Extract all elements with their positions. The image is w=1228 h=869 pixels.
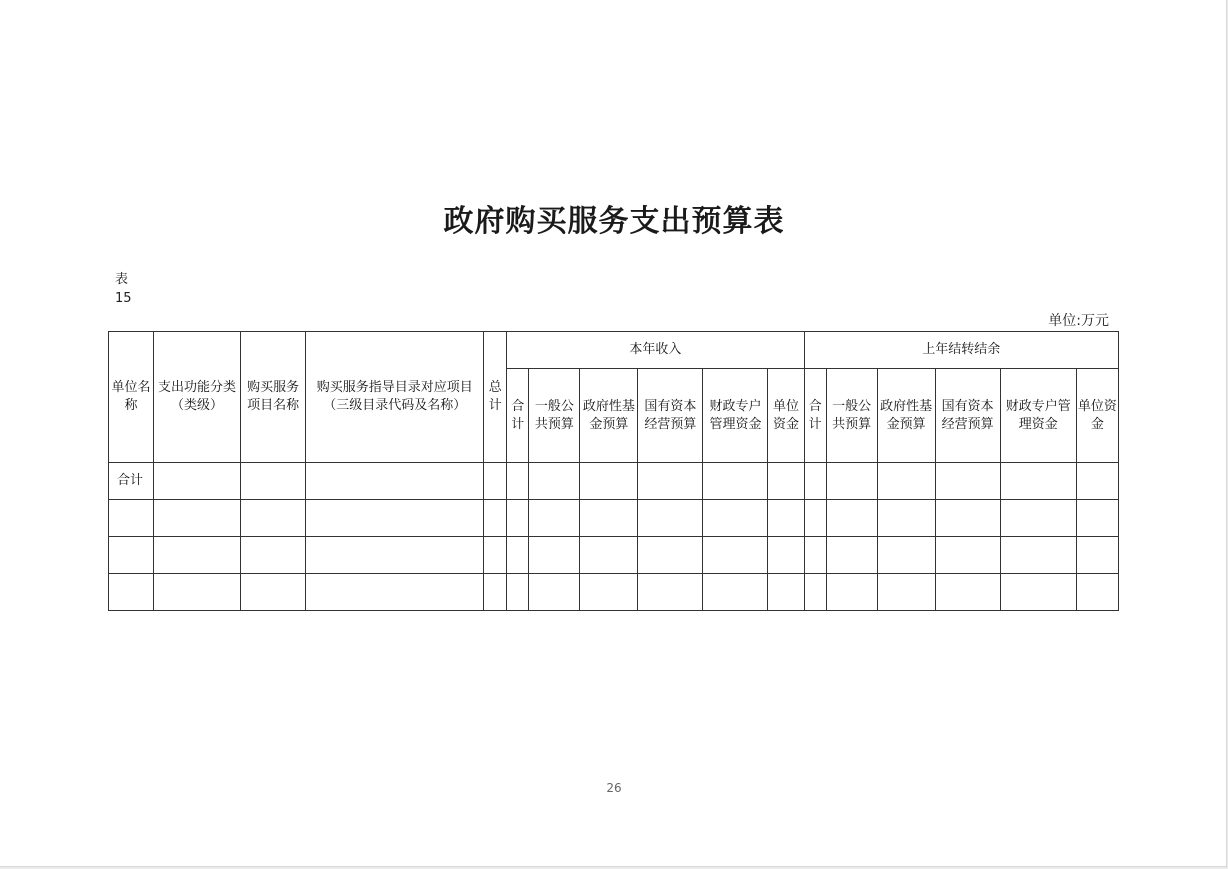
table-cell	[804, 463, 826, 500]
table-cell	[306, 500, 484, 537]
table-cell	[703, 574, 768, 611]
table-cell	[1076, 463, 1118, 500]
table-cell	[484, 574, 507, 611]
table-cell	[877, 574, 935, 611]
table-cell	[306, 463, 484, 500]
table-cell	[826, 537, 877, 574]
table-cell	[154, 500, 241, 537]
header-expenditure-category: 支出功能分类（类级）	[154, 332, 241, 463]
table-cell	[507, 500, 529, 537]
table-cell	[109, 574, 154, 611]
table-cell	[1076, 537, 1118, 574]
table-cell	[1076, 500, 1118, 537]
header-current-total: 合计	[507, 369, 529, 463]
header-carryover-total: 合计	[804, 369, 826, 463]
header-current-unit-funds: 单位资金	[768, 369, 804, 463]
table-cell	[935, 463, 1000, 500]
budget-table	[108, 331, 1119, 611]
table-cell	[241, 574, 306, 611]
table-cell	[877, 537, 935, 574]
table-cell	[1076, 574, 1118, 611]
table-number-label: 表	[115, 272, 129, 287]
table-cell	[507, 574, 529, 611]
table-number	[115, 270, 132, 308]
table-cell	[877, 500, 935, 537]
header-current-general-budget: 一般公共预算	[529, 369, 580, 463]
table-cell	[1000, 537, 1076, 574]
table-cell	[826, 463, 877, 500]
header-carryover-fund-budget: 政府性基金预算	[877, 369, 935, 463]
table-row	[109, 574, 1119, 611]
table-cell	[804, 574, 826, 611]
table-cell	[529, 500, 580, 537]
table-cell	[241, 500, 306, 537]
table-cell	[580, 500, 638, 537]
table-cell	[580, 537, 638, 574]
table-cell	[1000, 463, 1076, 500]
table-cell	[580, 463, 638, 500]
table-cell	[935, 500, 1000, 537]
page-title: 政府购买服务支出预算表	[443, 204, 785, 239]
table-cell	[507, 537, 529, 574]
header-project-name: 购买服务项目名称	[241, 332, 306, 463]
page-number: 26	[606, 781, 622, 795]
table-cell	[935, 537, 1000, 574]
table-cell	[154, 574, 241, 611]
table-cell	[484, 500, 507, 537]
table-cell	[703, 463, 768, 500]
header-carryover-general-budget: 一般公共预算	[826, 369, 877, 463]
table-number-value: 15	[115, 291, 132, 306]
table-cell	[241, 537, 306, 574]
table-cell	[154, 537, 241, 574]
table-cell	[306, 574, 484, 611]
header-carryover: 上年结转结余	[804, 332, 1118, 369]
table-cell	[529, 537, 580, 574]
header-row-1	[109, 332, 1119, 369]
table-cell	[529, 463, 580, 500]
table-cell	[484, 537, 507, 574]
table-cell	[768, 500, 804, 537]
table-cell	[109, 500, 154, 537]
table-cell	[638, 500, 703, 537]
table-cell	[877, 463, 935, 500]
header-current-income: 本年收入	[507, 332, 804, 369]
table-cell: 合计	[109, 463, 154, 500]
header-grand-total: 总计	[484, 332, 507, 463]
table-body	[109, 463, 1119, 611]
table-cell	[484, 463, 507, 500]
table-cell	[638, 537, 703, 574]
unit-label: 单位:万元	[1048, 313, 1109, 329]
header-current-fund-budget: 政府性基金预算	[580, 369, 638, 463]
table-cell	[935, 574, 1000, 611]
table-cell	[768, 463, 804, 500]
table-cell	[703, 537, 768, 574]
header-carryover-state-capital: 国有资本经营预算	[935, 369, 1000, 463]
table-cell	[804, 500, 826, 537]
header-guide-item: 购买服务指导目录对应项目（三级目录代码及名称）	[306, 332, 484, 463]
table-cell	[1000, 500, 1076, 537]
table-cell	[826, 500, 877, 537]
table-row	[109, 463, 1119, 500]
table-cell	[804, 537, 826, 574]
header-current-state-capital: 国有资本经营预算	[638, 369, 703, 463]
table-cell	[241, 463, 306, 500]
table-cell	[768, 574, 804, 611]
header-unit-name: 单位名称	[109, 332, 154, 463]
table-cell	[154, 463, 241, 500]
table-cell	[507, 463, 529, 500]
table-cell	[768, 537, 804, 574]
table-cell	[826, 574, 877, 611]
table-cell	[638, 574, 703, 611]
table-cell	[109, 537, 154, 574]
header-carryover-unit-funds: 单位资金	[1076, 369, 1118, 463]
table-cell	[580, 574, 638, 611]
header-carryover-special-account: 财政专户管理资金	[1000, 369, 1076, 463]
table-cell	[1000, 574, 1076, 611]
table-row	[109, 500, 1119, 537]
header-current-special-account: 财政专户管理资金	[703, 369, 768, 463]
table-cell	[306, 537, 484, 574]
table-row	[109, 537, 1119, 574]
table-cell	[703, 500, 768, 537]
table-cell	[638, 463, 703, 500]
table-cell	[529, 574, 580, 611]
